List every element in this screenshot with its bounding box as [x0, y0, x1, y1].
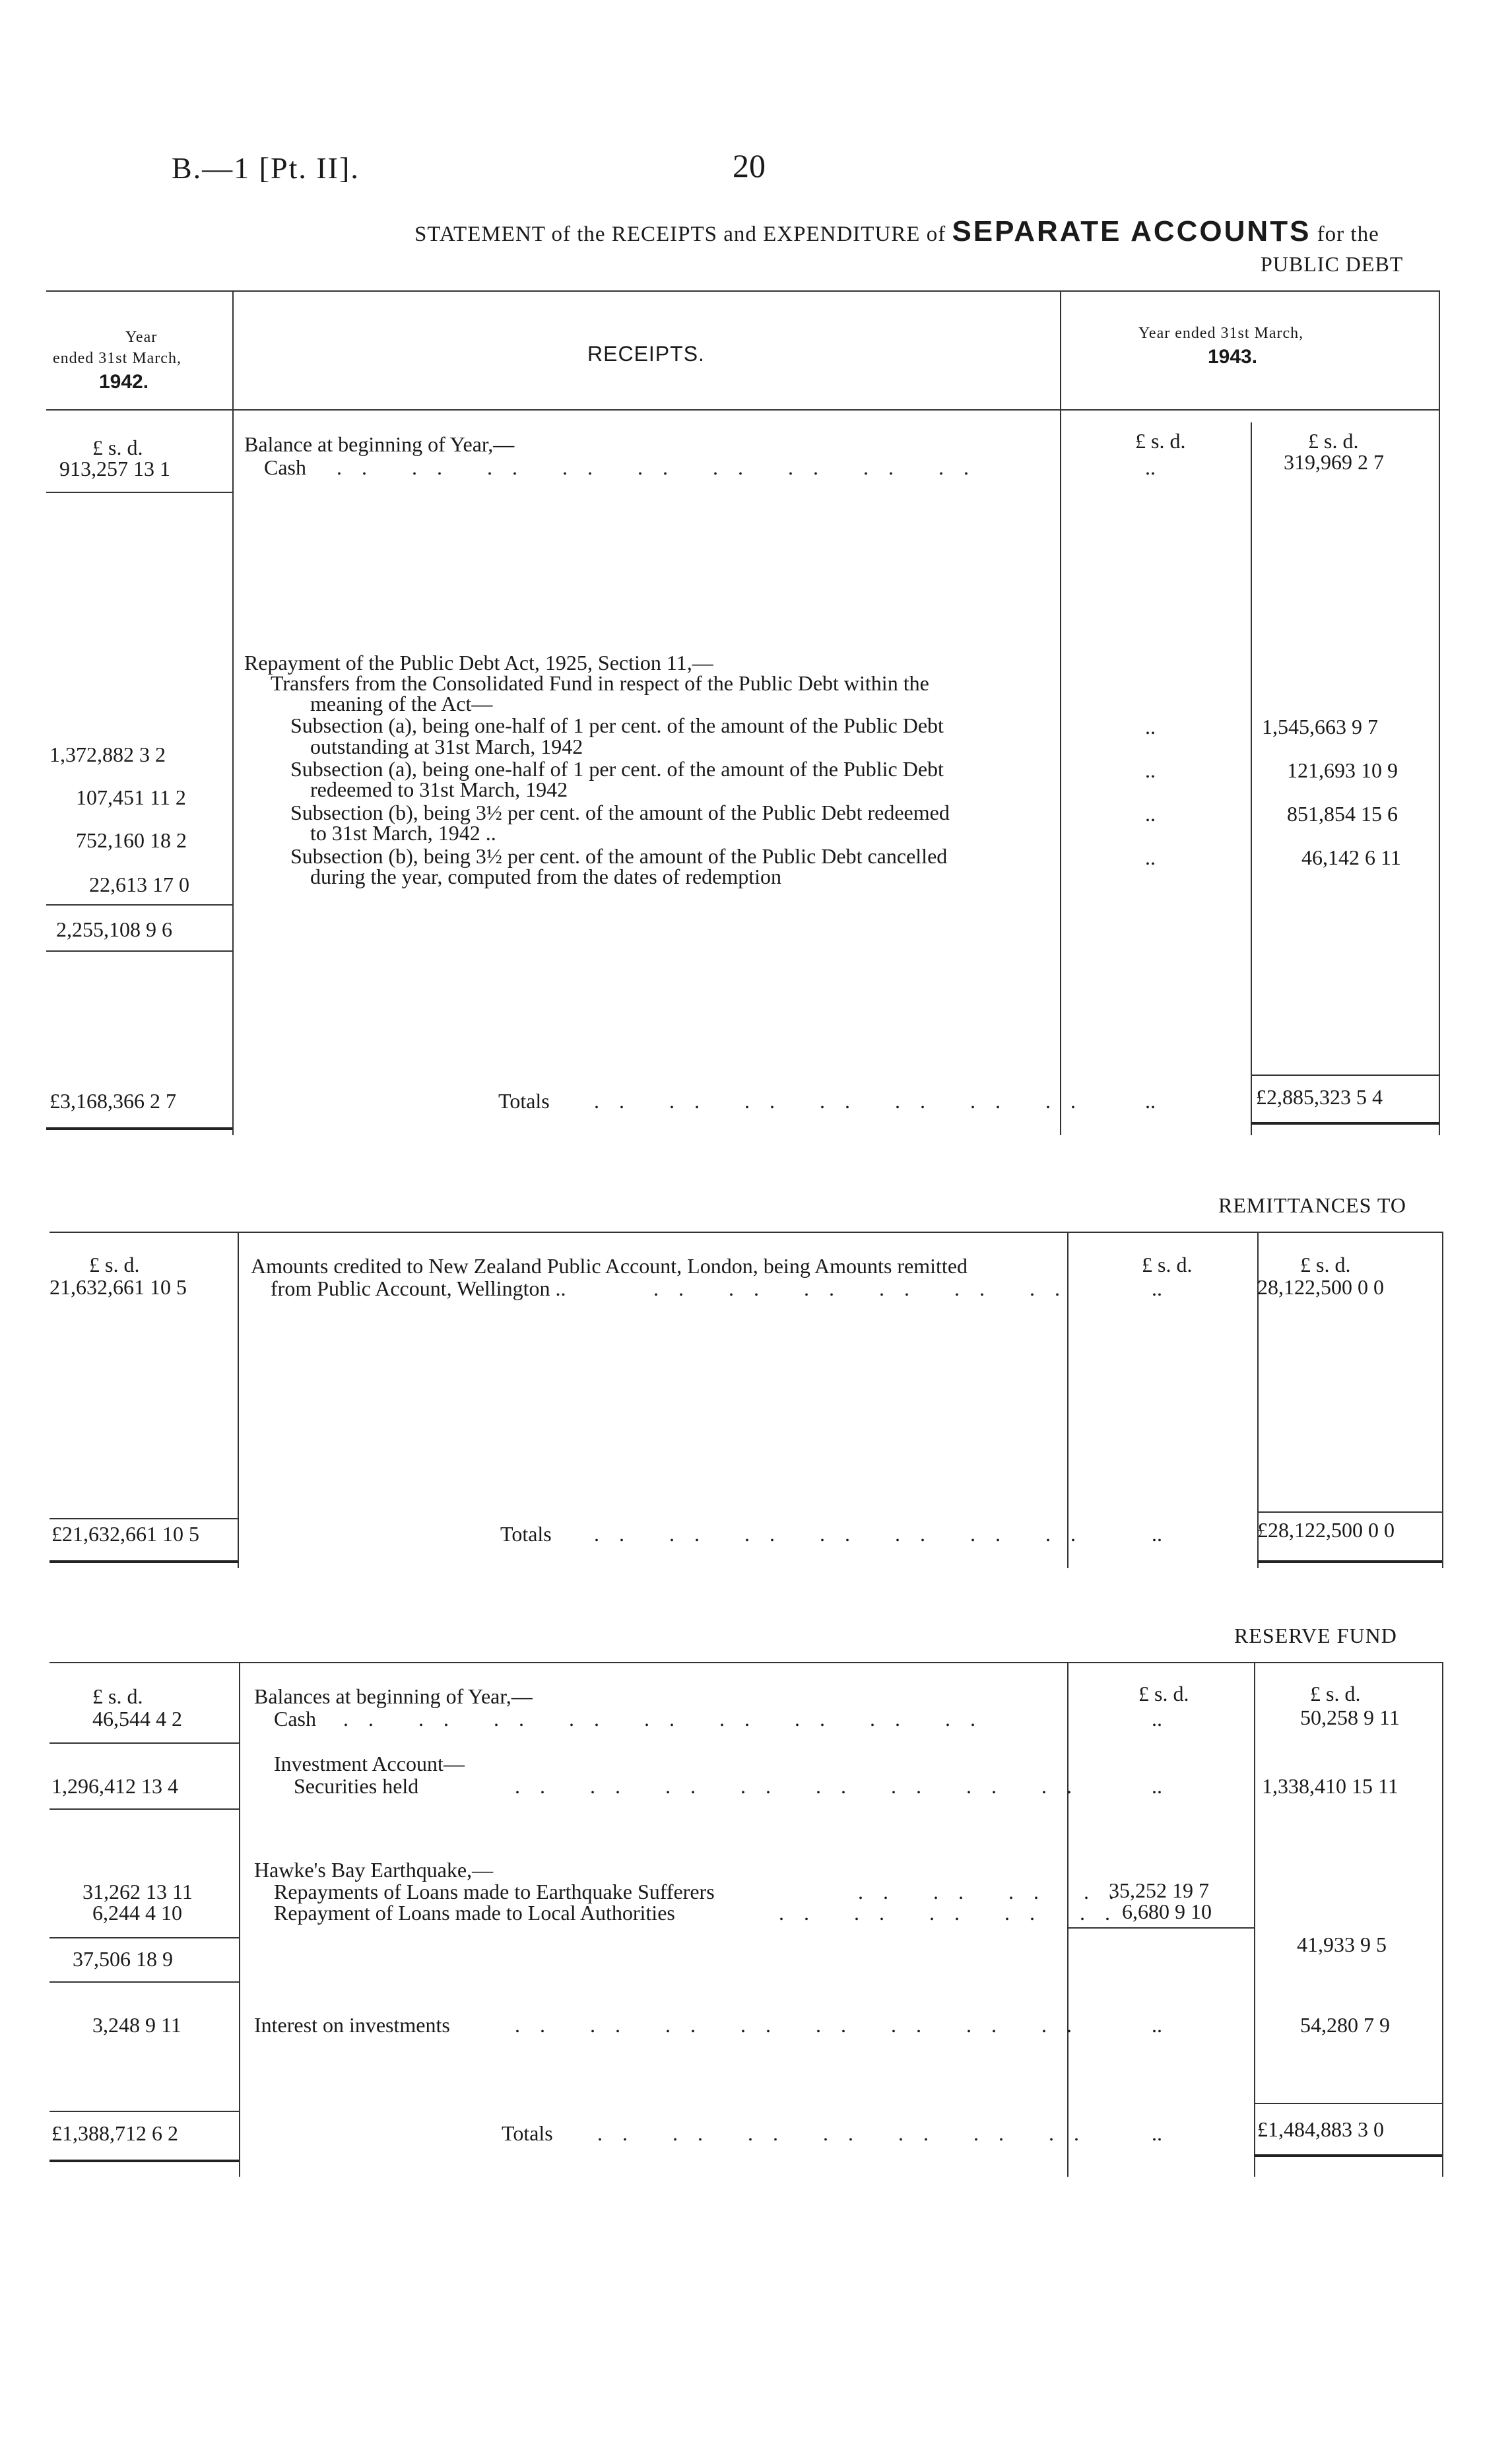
hawkes-bay-label: Hawke's Bay Earthquake,— — [254, 1858, 494, 1882]
page-title — [414, 215, 1379, 248]
leader-dots: .. .. .. .. .. .. .. .. .. — [337, 455, 989, 479]
page-number: 20 — [733, 147, 766, 184]
leader-dots-totals-mid: .. — [1145, 1089, 1156, 1113]
subsection-b1-curr: 851,854 15 6 — [1287, 802, 1398, 826]
reserve-cash-label: Cash — [274, 1707, 316, 1731]
repay-local-label: Repayment of Loans made to Local Authorities — [274, 1901, 675, 1925]
remittance-line2: from Public Account, Wellington .. — [271, 1276, 566, 1300]
subsection-b1-line2: to 31st March, 1942 .. — [310, 821, 496, 845]
leader-dots: .. .. .. .. .. .. .. .. — [515, 2013, 1092, 2037]
subsection-a1-line2: outstanding at 31st March, 1942 — [310, 735, 583, 758]
col-year-prev-line1: Year — [125, 329, 158, 346]
cash-prev-value: 913,257 13 1 — [59, 457, 170, 480]
section1-col-divider-inner — [1251, 422, 1252, 1135]
remittance-line1: Amounts credited to New Zealand Public Account, London, being Amounts remitted — [251, 1254, 968, 1278]
section1-header-rule — [46, 409, 1439, 411]
total-curr: £2,885,323 5 4 — [1256, 1085, 1383, 1109]
total-prev: £3,168,366 2 7 — [49, 1089, 176, 1113]
interest-curr: 54,280 7 9 — [1300, 2013, 1390, 2037]
prev-subtotal-rule — [46, 904, 232, 906]
repay-prev-bottom-rule — [49, 1981, 239, 1983]
units-mid: £ s. d. — [1135, 429, 1186, 453]
remittance-total-curr: £28,122,500 0 0 — [1257, 1518, 1395, 1542]
totals-label: Totals — [502, 2121, 553, 2145]
totals-label: Totals — [498, 1089, 550, 1113]
leader-dots: .. .. .. .. .. .. — [653, 1276, 1080, 1300]
section-title-reserve-fund: RESERVE FUND — [1234, 1624, 1397, 1647]
section3-col-divider-left — [239, 1662, 240, 2177]
leader-dots-mid: .. — [1152, 1707, 1162, 1731]
securities-prev-rule — [49, 1808, 239, 1810]
leader-dots: .. .. .. .. .. .. .. .. .. — [343, 1707, 995, 1731]
repay-prev-subtotal-rule — [49, 1937, 239, 1938]
leader-dots-mid: .. — [1152, 1276, 1162, 1300]
balance-label: Balance at beginning of Year,— — [244, 432, 515, 456]
units-prev: £ s. d. — [92, 1684, 143, 1708]
repay-mid-subtotal-rule — [1067, 1927, 1254, 1929]
section-title-remittances: REMITTANCES TO — [1218, 1193, 1406, 1217]
subtotal-prev: 2,255,108 9 6 — [56, 917, 172, 941]
reserve-prev-total-rule — [49, 2111, 239, 2112]
section-title-public-debt: PUBLIC DEBT — [1261, 252, 1404, 276]
section3-col-divider-inner — [1254, 1662, 1255, 2177]
leader-dots-totals-mid: .. — [1152, 1522, 1162, 1546]
curr-total-rule — [1251, 1075, 1439, 1076]
reserve-prev-double-rule — [49, 2160, 239, 2162]
reserve-total-prev: £1,388,712 6 2 — [51, 2121, 178, 2145]
subsection-b2-prev: 22,613 17 0 — [89, 873, 189, 896]
section1-top-rule — [46, 290, 1439, 292]
reserve-curr-double-rule — [1254, 2154, 1442, 2157]
units-mid: £ s. d. — [1138, 1682, 1189, 1705]
remittance-curr: 28,122,500 0 0 — [1257, 1275, 1384, 1299]
subsection-b2-line2: during the year, computed from the dates of redemption — [310, 865, 782, 888]
remittance-curr-total-rule — [1257, 1511, 1442, 1513]
units-curr: £ s. d. — [1310, 1682, 1361, 1705]
cash-label: Cash — [264, 455, 306, 479]
leader-dots-totals: .. .. .. .. .. .. .. — [597, 2121, 1099, 2145]
interest-prev: 3,248 9 11 — [92, 2013, 181, 2037]
leader-dots-totals-mid: .. — [1152, 2121, 1162, 2145]
repay-local-mid: 6,680 9 10 — [1122, 1900, 1212, 1923]
leader-dots-a2: .. — [1145, 758, 1156, 782]
investment-label: Investment Account— — [274, 1752, 465, 1775]
cash-prev-rule — [46, 492, 232, 493]
leader-dots-totals: .. .. .. .. .. .. .. — [594, 1089, 1096, 1113]
repay-total-curr: 41,933 9 5 — [1297, 1933, 1387, 1956]
section1-col-divider-left — [232, 290, 234, 1135]
subsection-b2-curr: 46,142 6 11 — [1301, 845, 1401, 869]
remittance-prev: 21,632,661 10 5 — [49, 1275, 187, 1299]
subsection-a2-line1: Subsection (a), being one-half of 1 per cent. of the amount of the Public Debt — [290, 757, 944, 781]
transfers-label: Transfers from the Consolidated Fund in respect of the Public Debt within the — [271, 671, 929, 695]
col-year-curr: 1943. — [1208, 346, 1258, 368]
subsection-b1-prev: 752,160 18 2 — [76, 828, 187, 852]
title-main: SEPARATE ACCOUNTS — [952, 215, 1311, 248]
repay-title: Repayment of the Public Debt Act, 1925, Section 11,— — [244, 651, 713, 675]
prev-subtotal-rule-bottom — [46, 950, 232, 952]
leader-dots-mid: .. — [1152, 2013, 1162, 2037]
subsection-a2-prev: 107,451 11 2 — [76, 785, 186, 809]
col-year-prev: 1942. — [99, 371, 149, 393]
units-curr: £ s. d. — [1308, 429, 1359, 453]
units-prev: £ s. d. — [92, 436, 143, 459]
col-year-prev-line2: ended 31st March, — [53, 350, 181, 367]
subsection-a2-line2: redeemed to 31st March, 1942 — [310, 777, 568, 801]
securities-label: Securities held — [294, 1774, 419, 1798]
section2-col-divider-left — [238, 1232, 239, 1568]
cash-curr-value: 319,969 2 7 — [1284, 450, 1384, 474]
meaning-label: meaning of the Act— — [310, 692, 493, 715]
leader-dots-a1: .. — [1145, 715, 1156, 739]
units-prev: £ s. d. — [89, 1253, 140, 1276]
reserve-cash-prev-rule — [49, 1742, 239, 1744]
leader-dots: .. .. .. .. .. — [779, 1901, 1130, 1925]
remittance-prev-double-rule — [49, 1560, 238, 1563]
leader-dots: .. .. .. .. — [858, 1880, 1134, 1903]
subsection-a1-prev: 1,372,882 3 2 — [49, 743, 166, 766]
leader-dots-mid: .. — [1152, 1774, 1162, 1798]
reserve-cash-curr: 50,258 9 11 — [1300, 1705, 1400, 1729]
subsection-a2-curr: 121,693 10 9 — [1287, 758, 1398, 782]
remittance-prev-total-rule — [49, 1518, 238, 1519]
leader-dots-b2: .. — [1145, 845, 1156, 869]
remittance-total-prev: £21,632,661 10 5 — [51, 1522, 199, 1546]
remittance-curr-double-rule — [1257, 1560, 1442, 1563]
section2-top-rule — [49, 1232, 1442, 1233]
subsection-a1-curr: 1,545,663 9 7 — [1262, 715, 1378, 739]
subsection-b2-line1: Subsection (b), being 3½ per cent. of the amount of the Public Debt cancelled — [290, 844, 948, 868]
total-prev-double-rule — [46, 1127, 232, 1130]
title-prefix: STATEMENT of the RECEIPTS and EXPENDITURE of — [414, 222, 946, 246]
title-suffix: for the — [1317, 222, 1379, 246]
units-curr: £ s. d. — [1300, 1253, 1351, 1276]
reserve-total-curr: £1,484,883 3 0 — [1257, 2117, 1384, 2141]
subsection-b1-line1: Subsection (b), being 3½ per cent. of the amount of the Public Debt redeemed — [290, 801, 950, 824]
section3-top-rule — [49, 1662, 1442, 1663]
section1-col-divider-mid — [1060, 290, 1061, 1135]
col-year-curr-line1: Year ended 31st March, — [1138, 325, 1304, 342]
col-receipts-header: RECEIPTS. — [587, 342, 705, 366]
leader-dots-b1: .. — [1145, 802, 1156, 826]
subsection-a1-line1: Subsection (a), being one-half of 1 per cent. of the amount of the Public Debt — [290, 713, 944, 737]
section3-col-divider-right — [1442, 1662, 1443, 2177]
repay-sufferers-mid: 35,252 19 7 — [1109, 1878, 1209, 1902]
leader-dots-mid: .. — [1145, 455, 1156, 479]
interest-label: Interest on investments — [254, 2013, 450, 2037]
securities-curr: 1,338,410 15 11 — [1262, 1774, 1398, 1798]
leader-dots: .. .. .. .. .. .. .. .. — [515, 1774, 1092, 1798]
repay-subtotal-prev: 37,506 18 9 — [73, 1947, 173, 1971]
totals-label: Totals — [500, 1522, 552, 1546]
balances-label: Balances at beginning of Year,— — [254, 1684, 533, 1708]
securities-prev: 1,296,412 13 4 — [51, 1774, 178, 1798]
total-curr-double-rule — [1251, 1122, 1439, 1125]
repay-sufferers-label: Repayments of Loans made to Earthquake Sufferers — [274, 1880, 715, 1903]
section1-col-divider-right — [1439, 290, 1440, 1135]
units-mid: £ s. d. — [1142, 1253, 1193, 1276]
repay-local-prev: 6,244 4 10 — [92, 1901, 182, 1925]
repay-sufferers-prev: 31,262 13 11 — [82, 1880, 193, 1903]
leader-dots-totals: .. .. .. .. .. .. .. — [594, 1522, 1096, 1546]
section2-col-divider-right — [1442, 1232, 1443, 1568]
document-reference: B.—1 [Pt. II]. — [172, 151, 360, 185]
reserve-cash-prev: 46,544 4 2 — [92, 1707, 182, 1731]
reserve-curr-total-rule — [1254, 2103, 1442, 2104]
